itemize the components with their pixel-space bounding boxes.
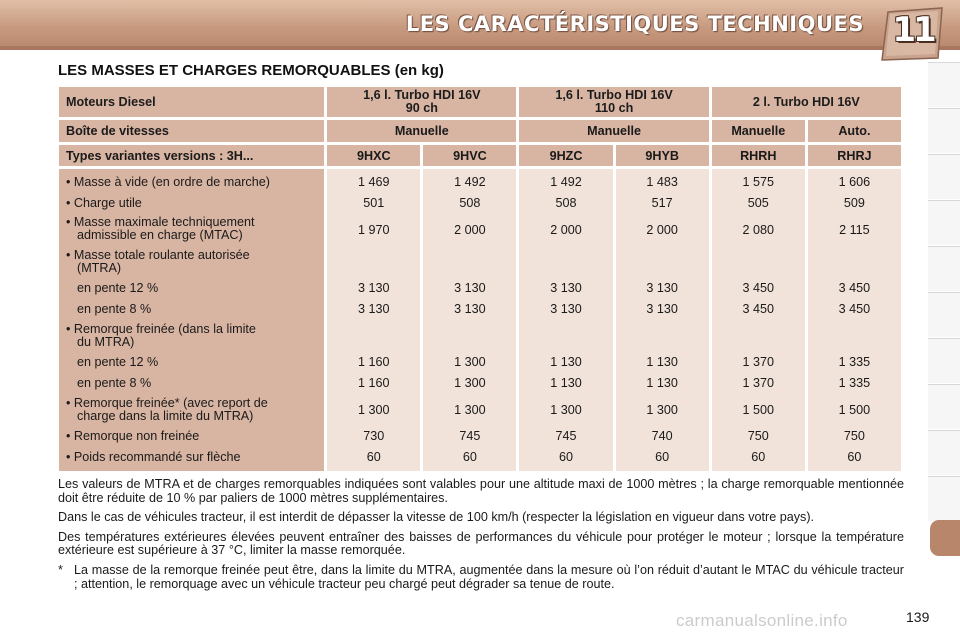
value-cell: 60 xyxy=(655,450,670,464)
row-label: • Remorque non freinée xyxy=(66,429,200,443)
value-cell: 508 xyxy=(555,196,577,210)
type-header: 9HVC xyxy=(423,145,516,166)
value-cell: 3 130 xyxy=(454,281,486,295)
value-cell: 1 300 xyxy=(454,376,486,390)
row-label: en pente 8 % xyxy=(77,376,152,390)
type-header: 9HZC xyxy=(519,145,612,166)
side-tab[interactable] xyxy=(928,476,960,521)
value-cell: 505 xyxy=(747,196,769,210)
chapter-number: 11 xyxy=(892,10,934,50)
value-cell: 508 xyxy=(459,196,481,210)
value-cell: 2 080 xyxy=(742,223,775,237)
value-cell: 750 xyxy=(747,429,769,443)
row-labels-cell xyxy=(59,169,324,471)
value-column xyxy=(808,169,901,471)
page-number: 139 xyxy=(906,609,930,625)
value-cell: 730 xyxy=(363,429,385,443)
engine-header: 1,6 l. Turbo HDI 16V 110 ch xyxy=(519,87,708,117)
side-tab[interactable] xyxy=(928,154,960,199)
value-cell: 501 xyxy=(363,196,385,210)
specs-table xyxy=(56,84,904,474)
row-label: • Poids recommandé sur flèche xyxy=(66,450,241,464)
types-label: Types variantes versions : 3H... xyxy=(59,145,324,166)
footnote xyxy=(58,564,904,591)
gearbox-header: Manuelle xyxy=(712,120,805,142)
header-underline xyxy=(0,46,960,50)
value-cell: 1 500 xyxy=(742,403,775,417)
row-label: • Charge utile xyxy=(66,196,142,210)
side-tab[interactable] xyxy=(928,200,960,245)
value-cell: 60 xyxy=(559,450,574,464)
value-cell: 1 130 xyxy=(646,355,678,369)
value-cell: 1 492 xyxy=(550,175,582,189)
gearbox-header: Manuelle xyxy=(327,120,516,142)
value-column xyxy=(327,169,420,471)
value-cell: 1 130 xyxy=(646,376,678,390)
value-cell: 1 469 xyxy=(358,175,390,189)
value-cell: 60 xyxy=(366,450,381,464)
side-tab[interactable] xyxy=(928,246,960,291)
value-cell xyxy=(331,320,416,352)
side-tab[interactable] xyxy=(928,338,960,383)
value-cell: 3 130 xyxy=(454,302,486,316)
value-cell: 509 xyxy=(843,196,865,210)
page-title: LES CARACTÉRISTIQUES TECHNIQUES xyxy=(405,12,864,36)
value-cell xyxy=(427,246,512,278)
value-cell xyxy=(427,320,512,352)
value-cell: 3 130 xyxy=(550,281,582,295)
value-cell: 2 000 xyxy=(646,223,678,237)
value-cell: 1 130 xyxy=(550,376,582,390)
row-label: • Masse à vide (en ordre de marche) xyxy=(66,175,270,189)
value-cell xyxy=(620,246,705,278)
side-tab[interactable] xyxy=(928,292,960,337)
value-cell: 745 xyxy=(459,429,481,443)
side-tab[interactable] xyxy=(928,108,960,153)
type-header: 9HXC xyxy=(327,145,420,166)
footnote-marker: * xyxy=(58,562,63,577)
value-cell: 1 335 xyxy=(838,376,871,390)
gearbox-label: Boîte de vitesses xyxy=(59,120,324,142)
value-cell xyxy=(716,246,801,278)
value-column xyxy=(423,169,516,471)
value-cell: 1 300 xyxy=(454,403,486,417)
row-label: • Remorque freinée* (avec report de charge dans la limite du MTRA) xyxy=(66,396,268,423)
value-cell: 2 115 xyxy=(839,223,870,237)
value-cell: 1 300 xyxy=(550,403,582,417)
note-paragraph: Dans le cas de véhicules tracteur, il est interdit de dépasser la vitesse de 100 km/h (respecter la législation en vigueur dans votre pays). xyxy=(58,510,815,525)
value-cell: 745 xyxy=(555,429,577,443)
value-column xyxy=(519,169,612,471)
row-label: • Remorque freinée (dans la limite du MTRA) xyxy=(66,322,256,349)
row-label: • Masse totale roulante autorisée (MTRA) xyxy=(66,248,250,275)
side-tab-active[interactable] xyxy=(930,520,960,556)
value-cell: 1 492 xyxy=(454,175,486,189)
value-cell xyxy=(523,246,608,278)
value-cell: 1 130 xyxy=(550,355,582,369)
value-cell: 3 450 xyxy=(742,281,775,295)
value-cell xyxy=(331,246,416,278)
watermark: carmanualsonline.info xyxy=(676,611,848,630)
side-tab[interactable] xyxy=(928,430,960,475)
value-cell: 3 130 xyxy=(358,302,390,316)
row-label: en pente 12 % xyxy=(77,281,159,295)
note-paragraph: Les valeurs de MTRA et de charges remorquables indiquées sont valables pour une altitude maxi de 1000 mètres ; la charge remorquable mentionnée doit être réduite de 10 % par paliers de 1000 mètres supplémentaires. xyxy=(58,477,904,505)
footnote-text: La masse de la remorque freinée peut être, dans la limite du MTRA, augmentée dans la mesure où l’on réduit d’autant le MTAC du véhicule tracteur ; attention, le remorquage avec un véhicule tracteur peu chargé peut dégrader sa tenue de route. xyxy=(74,562,904,591)
value-cell: 1 483 xyxy=(646,175,678,189)
value-cell: 3 450 xyxy=(838,281,871,295)
value-cell xyxy=(523,320,608,352)
value-cell: 2 000 xyxy=(454,223,486,237)
value-column xyxy=(616,169,709,471)
engine-label: Moteurs Diesel xyxy=(59,87,324,117)
value-cell: 60 xyxy=(462,450,477,464)
value-cell: 740 xyxy=(651,429,673,443)
type-header: RHRJ xyxy=(808,145,901,166)
value-cell: 3 450 xyxy=(742,302,775,316)
value-cell: 1 500 xyxy=(838,403,871,417)
notes xyxy=(58,478,904,597)
value-cell: 3 130 xyxy=(358,281,390,295)
side-tab[interactable] xyxy=(928,384,960,429)
value-cell: 1 300 xyxy=(358,403,390,417)
types-header-row xyxy=(59,145,901,166)
value-cell: 1 370 xyxy=(742,355,775,369)
row-label: en pente 12 % xyxy=(77,355,159,369)
value-cell: 1 606 xyxy=(838,175,871,189)
value-cell: 3 450 xyxy=(838,302,871,316)
value-cell xyxy=(812,320,897,352)
value-cell: 517 xyxy=(651,196,673,210)
value-cell: 3 130 xyxy=(550,302,582,316)
side-tab[interactable] xyxy=(928,62,960,107)
value-cell: 3 130 xyxy=(646,302,678,316)
engine-header: 1,6 l. Turbo HDI 16V 90 ch xyxy=(327,87,516,117)
table-body-row xyxy=(59,169,901,471)
value-cell: 1 970 xyxy=(358,223,390,237)
row-label: en pente 8 % xyxy=(77,302,152,316)
value-cell: 750 xyxy=(843,429,865,443)
value-cell: 60 xyxy=(847,450,862,464)
value-cell: 60 xyxy=(751,450,766,464)
value-cell: 1 160 xyxy=(358,355,390,369)
type-header: 9HYB xyxy=(616,145,709,166)
value-cell xyxy=(716,320,801,352)
note-paragraph: Des températures extérieures élevées peuvent entraîner des baisses de performances du véhicule pour protéger le moteur ; lorsque la température extérieure est supérieure à 37 °C, limiter la masse remorquée. xyxy=(58,529,904,558)
section-title: LES MASSES ET CHARGES REMORQUABLES (en kg) xyxy=(58,62,444,79)
gearbox-header: Auto. xyxy=(808,120,901,142)
value-cell: 1 160 xyxy=(358,376,390,390)
value-cell: 1 335 xyxy=(838,355,871,369)
engine-header: 2 l. Turbo HDI 16V xyxy=(712,87,901,117)
gearbox-header: Manuelle xyxy=(519,120,708,142)
value-cell: 1 300 xyxy=(646,403,678,417)
value-cell xyxy=(812,246,897,278)
value-cell: 3 130 xyxy=(646,281,678,295)
value-column xyxy=(712,169,805,471)
value-cell: 1 300 xyxy=(454,355,486,369)
gearbox-header-row xyxy=(59,120,901,142)
engine-header-row xyxy=(59,87,901,117)
row-label: • Masse maximale techniquement admissible en charge (MTAC) xyxy=(66,215,255,242)
type-header: RHRH xyxy=(712,145,805,166)
value-cell xyxy=(620,320,705,352)
value-cell: 1 370 xyxy=(742,376,775,390)
value-cell: 2 000 xyxy=(550,223,582,237)
value-cell: 1 575 xyxy=(742,175,775,189)
